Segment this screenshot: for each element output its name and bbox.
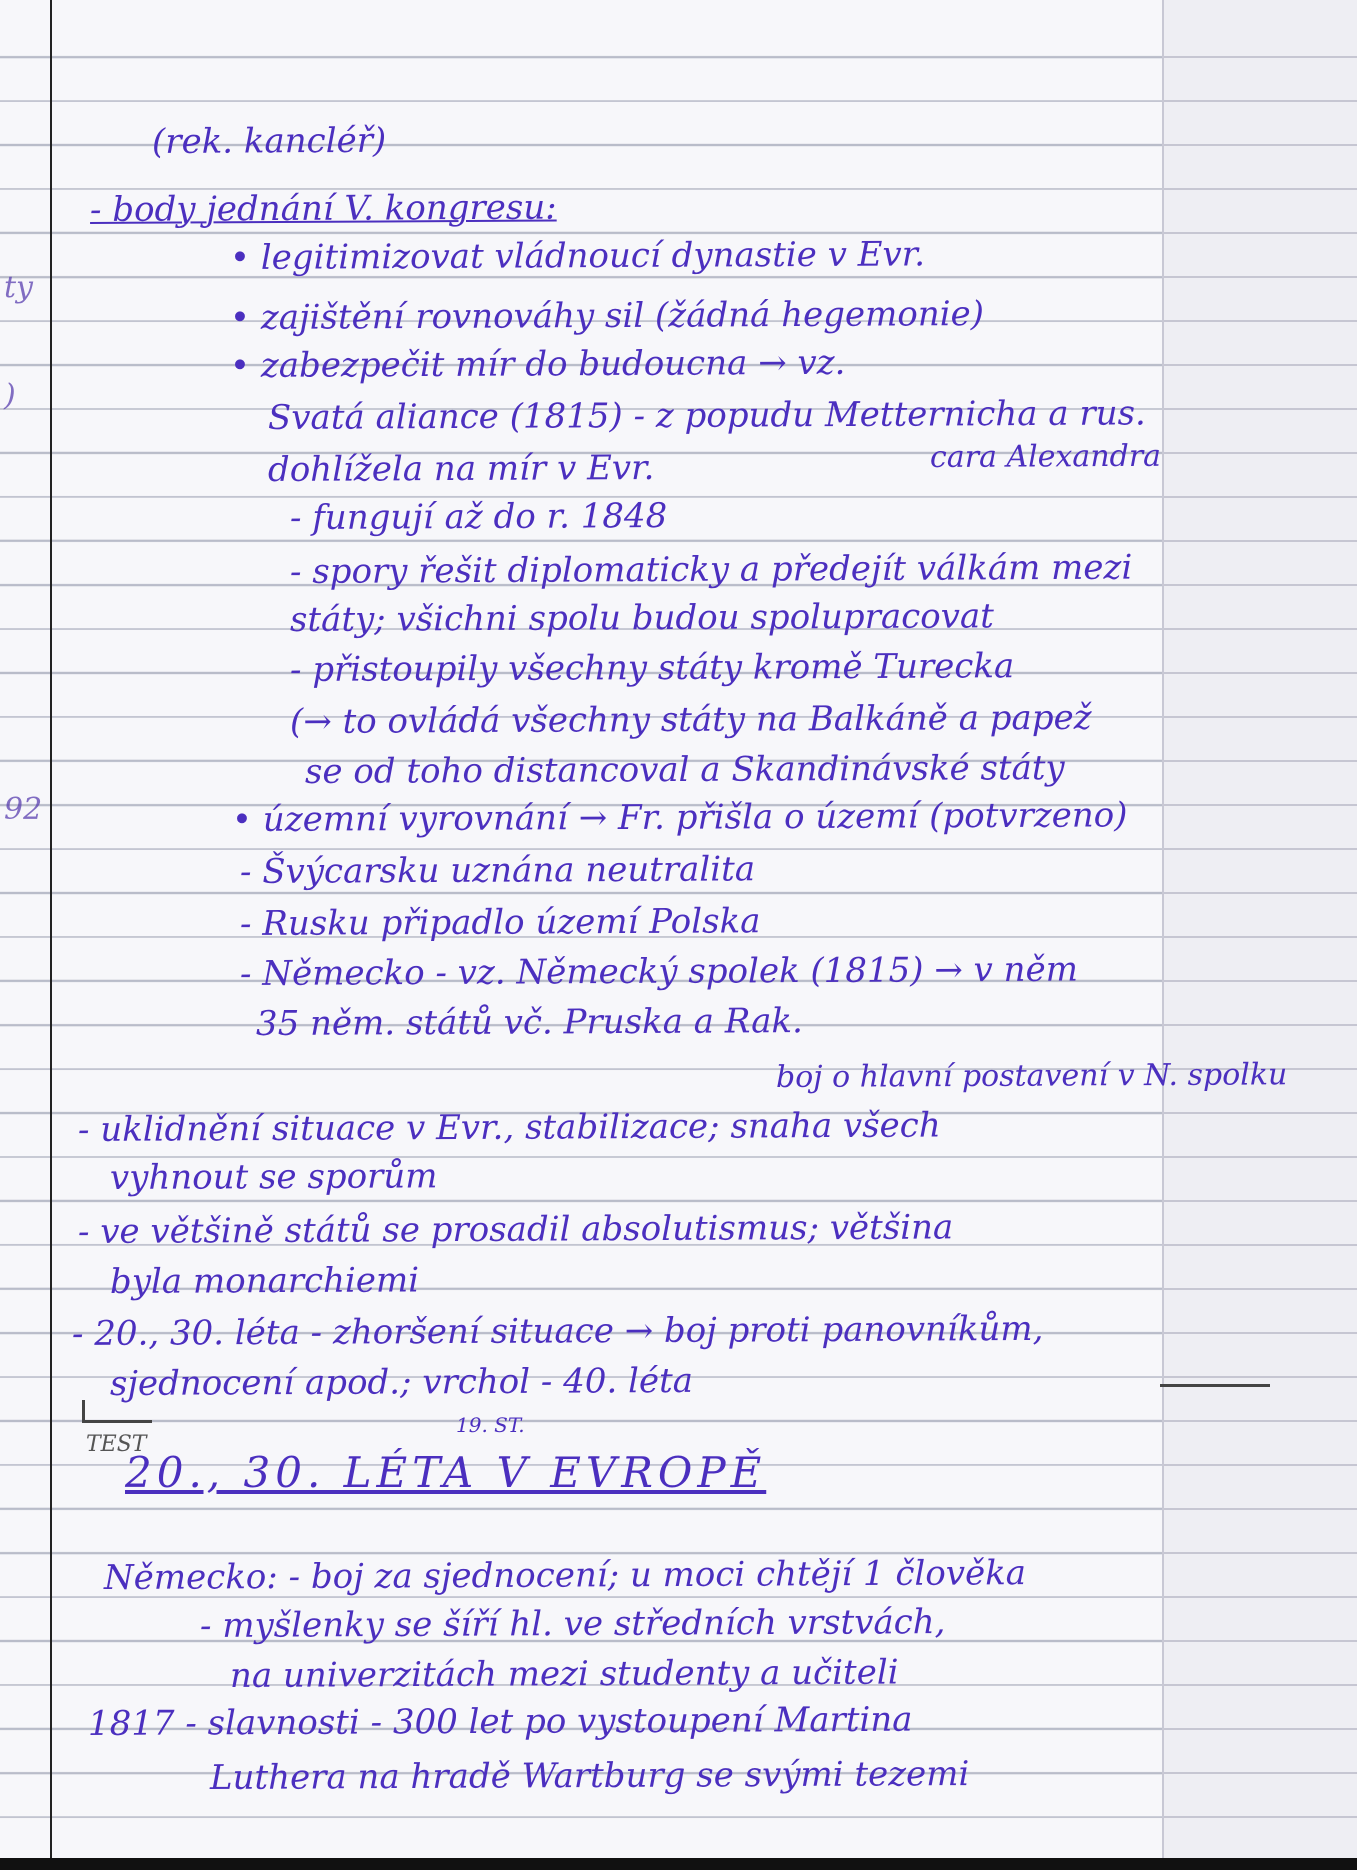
margin-fragment: ) xyxy=(4,378,16,413)
note-line: 1817 - slavnosti - 300 let po vystoupení Martina xyxy=(87,1699,913,1744)
note-line: byla monarchiemi xyxy=(109,1260,420,1302)
note-line: • zabezpečit mír do budoucna → vz. xyxy=(229,342,846,386)
page-bottom-edge xyxy=(0,1858,1357,1870)
margin-fragment: ty xyxy=(4,270,34,305)
section-heading: 20., 30. LÉTA V EVROPĚ xyxy=(125,1448,767,1497)
note-line: - Švýcarsku uznána neutralita xyxy=(239,849,756,892)
note-line: státy; všichni spolu budou spolupracovat xyxy=(289,596,994,640)
note-line: sjednocení apod.; vrchol - 40. léta xyxy=(109,1360,694,1404)
note-line: vyhnout se sporům xyxy=(109,1156,438,1198)
note-line: • zajištění rovnováhy sil (žádná hegemonie) xyxy=(229,294,985,338)
note-heading-line: - body jednání V. kongresu: xyxy=(89,187,557,230)
note-line: Luthera na hradě Wartburg se svými tezemi xyxy=(209,1754,970,1798)
pencil-mark xyxy=(82,1400,85,1422)
note-line: • územní vyrovnání → Fr. přišla o území (potvrzeno) xyxy=(231,795,1128,840)
note-line: - ve většině států se prosadil absolutismus; většina xyxy=(77,1207,954,1252)
note-line: - přistoupily všechny státy kromě Turecka xyxy=(289,646,1015,690)
margin-fragment: 92 xyxy=(4,792,43,827)
note-line: - uklidnění situace v Evr., stabilizace; snaha všech xyxy=(77,1105,941,1150)
note-line: na univerzitách mezi studenty a učiteli xyxy=(229,1652,899,1696)
note-line: Svatá aliance (1815) - z popudu Metternicha a rus. xyxy=(267,393,1146,438)
note-line: • legitimizovat vládnoucí dynastie v Evr. xyxy=(229,234,926,278)
note-line: se od toho distancoval a Skandinávské státy xyxy=(304,748,1065,792)
note-line: - spory řešit diplomaticky a předejít válkám mezi xyxy=(289,547,1133,592)
note-line: - myšlenky se šíří hl. ve středních vrstvách, xyxy=(199,1602,946,1646)
note-line: - Německo - vz. Německý spolek (1815) → v něm xyxy=(239,949,1078,994)
note-line: 35 něm. států vč. Pruska a Rak. xyxy=(255,1001,803,1044)
note-line: - 20., 30. léta - zhoršení situace → boj proti panovníkům, xyxy=(71,1308,1044,1354)
note-line: - Rusku připadlo území Polska xyxy=(239,901,761,944)
note-line: cara Alexandra xyxy=(929,438,1162,475)
section-prefix: TEST xyxy=(86,1432,147,1457)
pencil-mark xyxy=(82,1420,152,1423)
left-margin-line xyxy=(50,0,52,1870)
note-line: - fungují až do r. 1848 xyxy=(289,496,668,538)
note-line: boj o hlavní postavení v N. spolku xyxy=(775,1057,1288,1095)
note-line: dohlížela na mír v Evr. xyxy=(267,447,655,490)
note-line: Německo: - boj za sjednocení; u moci chtějí 1 člověka xyxy=(103,1553,1027,1598)
section-superscript: 19. ST. xyxy=(456,1413,525,1437)
note-line: (rek. kancléř) xyxy=(151,120,387,162)
note-line: (→ to ovládá všechny státy na Balkáně a papež xyxy=(289,697,1092,742)
adjacent-page-edge xyxy=(1164,0,1357,1870)
pencil-mark xyxy=(1160,1384,1270,1387)
right-margin-line xyxy=(1162,0,1164,1870)
